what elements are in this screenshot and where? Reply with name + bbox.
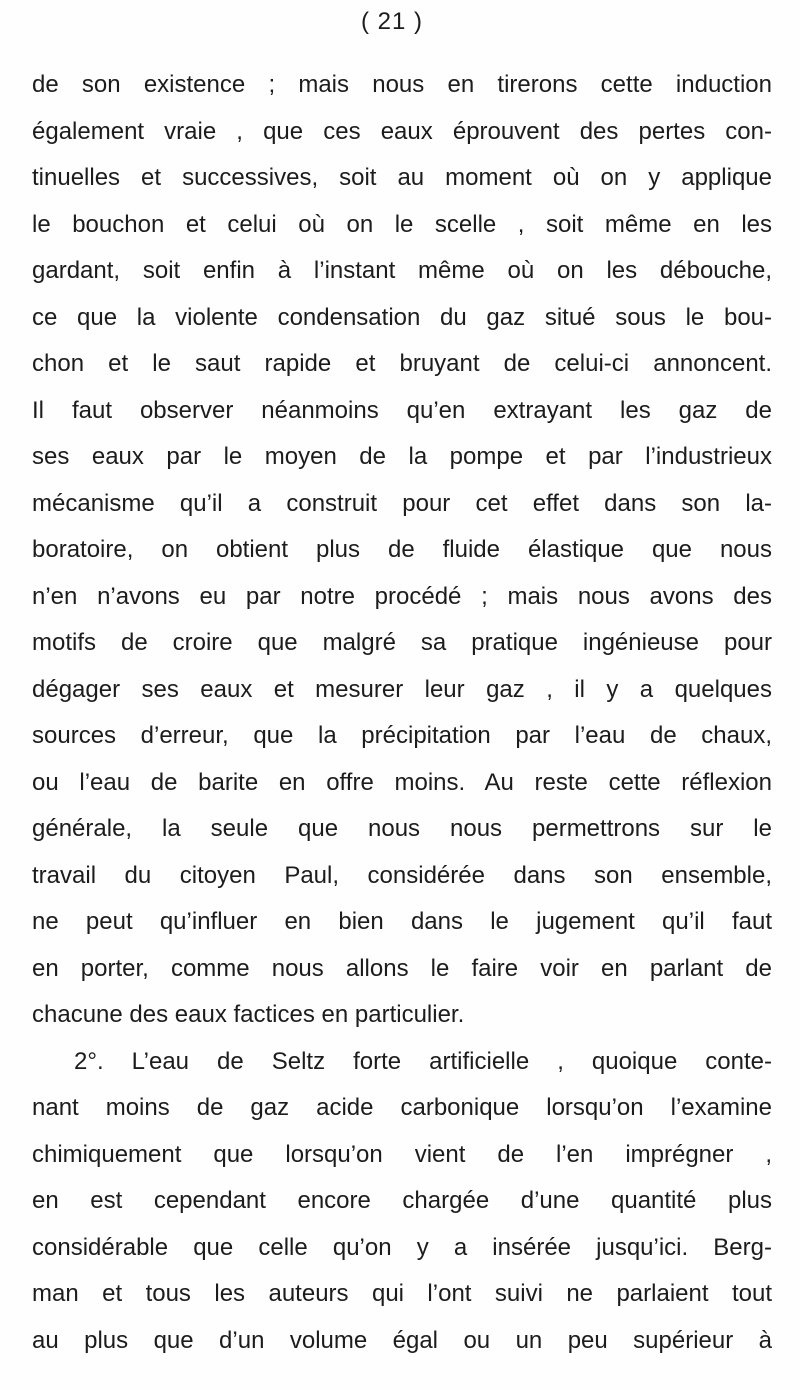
paragraph-start-line: 2°. L’eau de Seltz forte artificielle , quoique conte- (74, 1047, 772, 1075)
text-line: travail du citoyen Paul, considérée dans son ensemble, (32, 861, 772, 889)
text-line: mécanisme qu’il a construit pour cet effet dans son la- (32, 489, 772, 517)
paragraph-end-line: chacune des eaux factices en particulier. (32, 1001, 465, 1028)
text-line: ne peut qu’influer en bien dans le jugement qu’il faut (32, 908, 772, 935)
text-line: de son existence ; mais nous en tirerons cette induction (32, 71, 772, 98)
text-line: tinuelles et successives, soit au moment où on y applique (32, 164, 772, 191)
page-number: ( 21 ) (360, 8, 423, 35)
text-line: le bouchon et celui où on le scelle , soit même en les (32, 210, 772, 238)
text-line: considérable que celle qu’on y a insérée jusqu’ici. Berg- (32, 1233, 772, 1261)
text-line: man et tous les auteurs qui l’ont suivi ne parlaient tout (32, 1280, 772, 1307)
text-line: en porter, comme nous allons le faire voir en parlant de (32, 954, 772, 982)
text-line: également vraie , que ces eaux éprouvent des pertes con- (32, 117, 772, 145)
body-text (32, 62, 772, 1364)
text-line: gardant, soit enfin à l’instant même où on les débouche, (32, 257, 772, 284)
text-line: ses eaux par le moyen de la pompe et par l’industrieux (32, 443, 772, 470)
text-line: en est cependant encore chargée d’une quantité plus (32, 1187, 772, 1214)
text-line: Il faut observer néanmoins qu’en extrayant les gaz de (32, 396, 772, 424)
text-line: sources d’erreur, que la précipitation par l’eau de chaux, (32, 722, 772, 749)
text-line: dégager ses eaux et mesurer leur gaz , il y a quelques (32, 675, 772, 703)
text-line: chon et le saut rapide et bruyant de celui-ci annoncent. (32, 350, 772, 377)
text-line: motifs de croire que malgré sa pratique ingénieuse pour (32, 629, 772, 656)
text-line: générale, la seule que nous nous permettrons sur le (32, 815, 772, 842)
text-line: boratoire, on obtient plus de fluide élastique que nous (32, 536, 772, 563)
text-line: n’en n’avons eu par notre procédé ; mais nous avons des (32, 582, 772, 610)
text-line: au plus que d’un volume égal ou un peu supérieur à (32, 1326, 772, 1354)
text-line: ou l’eau de barite en offre moins. Au reste cette réflexion (32, 768, 772, 796)
text-line: nant moins de gaz acide carbonique lorsqu’on l’examine (32, 1094, 772, 1121)
text-line: ce que la violente condensation du gaz situé sous le bou- (32, 303, 772, 331)
text-line: chimiquement que lorsqu’on vient de l’en imprégner , (32, 1140, 772, 1168)
